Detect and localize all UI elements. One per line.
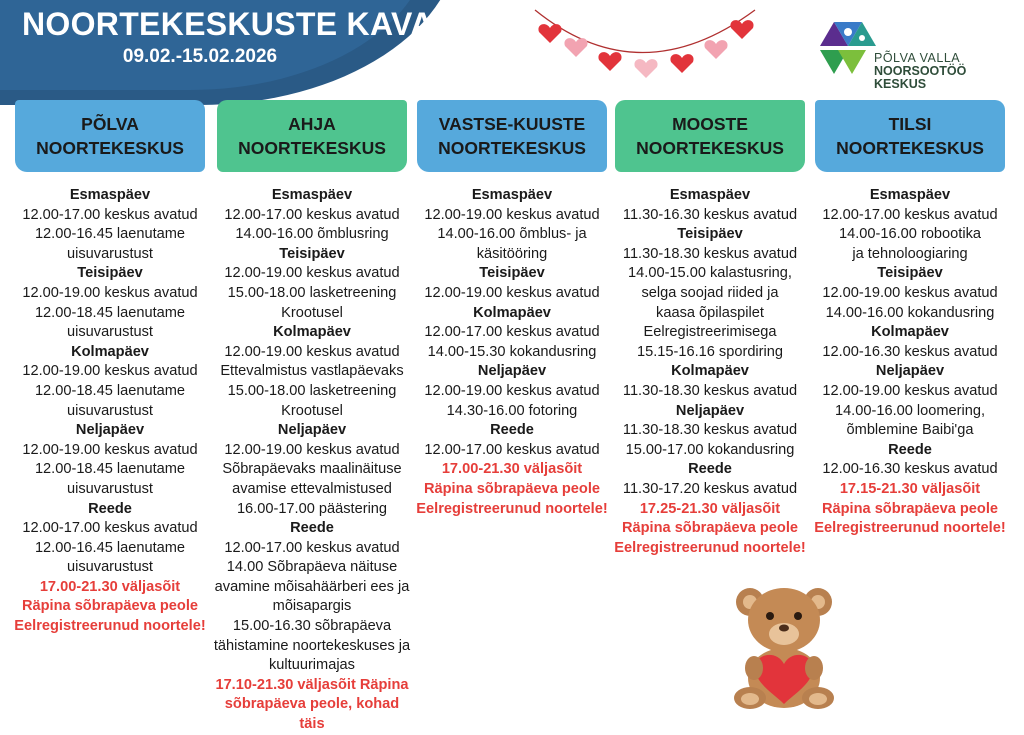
schedule-line: 12.00-19.00 keskus avatud xyxy=(224,441,400,458)
schedule-list xyxy=(610,186,810,558)
heart-garland xyxy=(530,0,770,90)
highlight-note: 17.25-21.30 väljasõit xyxy=(639,500,781,517)
center-column-mooste xyxy=(610,100,810,558)
banner-line-2: NOORTEKESKUS xyxy=(36,138,184,158)
schedule-line: 14.00-15.00 kalastusring, xyxy=(628,265,792,282)
schedule-line: 14.00-16.00 robootika xyxy=(839,226,981,243)
schedule-line: uisuvarustust xyxy=(67,245,153,262)
schedule-line: 12.00-19.00 keskus avatud xyxy=(22,284,198,301)
schedule-line: 12.00-19.00 keskus avatud xyxy=(822,284,998,301)
schedule-line: 12.00-19.00 keskus avatud xyxy=(22,363,198,380)
schedule-line: uisuvarustust xyxy=(67,324,153,341)
weekday-heading: Teisipäev xyxy=(479,265,545,282)
center-column-polva xyxy=(10,100,210,637)
schedule-line: uisuvarustust xyxy=(67,559,153,576)
logo-line-3: KESKUS xyxy=(874,77,927,91)
banner-line-1: PÕLVA xyxy=(81,114,139,134)
schedule-line: 12.00-16.30 keskus avatud xyxy=(822,343,998,360)
highlight-note: Räpina sõbrapäeva peole xyxy=(423,480,600,497)
weekday-heading: Esmaspäev xyxy=(69,187,151,203)
schedule-line: kultuurimajas xyxy=(269,657,355,674)
weekday-heading: Reede xyxy=(490,422,534,439)
weekday-heading: Neljapäev xyxy=(75,422,145,439)
logo-mark-icon xyxy=(818,16,880,80)
weekday-heading: Reede xyxy=(88,500,132,517)
heart-icon xyxy=(598,52,621,71)
schedule-line: 12.00-18.45 laenutame xyxy=(34,461,186,478)
schedule-list xyxy=(412,186,612,519)
weekday-heading: Kolmapäev xyxy=(871,324,949,341)
heart-icon xyxy=(670,54,693,73)
schedule-line: 15.00-18.00 lasketreening xyxy=(227,284,397,301)
weekday-heading: Kolmapäev xyxy=(671,363,749,380)
weekday-heading: Teisipäev xyxy=(877,265,943,282)
schedule-line: 11.30-18.30 keskus avatud xyxy=(622,422,798,439)
weekday-heading: Esmaspäev xyxy=(669,187,751,203)
weekday-heading: Esmaspäev xyxy=(869,187,951,203)
heart-icon xyxy=(564,38,587,57)
center-banner xyxy=(417,100,607,172)
highlight-note: Eelregistreerunud noortele! xyxy=(416,500,608,517)
schedule-line: 12.00-16.30 keskus avatud xyxy=(822,461,998,478)
weekday-heading: Esmaspäev xyxy=(271,187,353,203)
schedule-line: 14.00-15.30 kokandusring xyxy=(427,343,597,360)
schedule-line: 14.30-16.00 fotoring xyxy=(446,402,578,419)
schedule-list xyxy=(810,186,1010,539)
weekday-heading: Neljapäev xyxy=(875,363,945,380)
schedule-line: tähistamine noortekeskuses ja xyxy=(213,637,411,654)
schedule-line: 14.00-16.00 õmblusring xyxy=(235,226,389,243)
logo-text xyxy=(874,52,966,91)
weekday-heading: Neljapäev xyxy=(675,402,745,419)
schedule-line: 12.00-19.00 keskus avatud xyxy=(424,284,600,301)
weekday-heading: Kolmapäev xyxy=(273,324,351,341)
teddy-bear-heart-icon xyxy=(728,580,840,712)
schedule-line: mõisapargis xyxy=(272,598,352,615)
weekday-heading: Kolmapäev xyxy=(473,304,551,321)
schedule-line: Eelregistreerimisega xyxy=(643,324,777,341)
weekday-heading: Esmaspäev xyxy=(471,187,553,203)
schedule-line: 12.00-19.00 keskus avatud xyxy=(424,206,600,223)
schedule-line: 12.00-16.45 laenutame xyxy=(34,539,186,556)
schedule-line: 12.00-17.00 keskus avatud xyxy=(424,441,600,458)
schedule-line: 12.00-17.00 keskus avatud xyxy=(224,206,400,223)
highlight-note: Räpina sõbrapäeva peole xyxy=(21,598,198,615)
schedule-line: 11.30-16.30 keskus avatud xyxy=(622,206,798,223)
schedule-line: 11.30-17.20 keskus avatud xyxy=(622,480,798,497)
weekday-heading: Reede xyxy=(290,520,334,537)
schedule-line: käsitööring xyxy=(476,245,548,262)
schedule-line: uisuvarustust xyxy=(67,402,153,419)
schedule-list xyxy=(212,186,412,735)
schedule-line: 12.00-18.45 laenutame xyxy=(34,382,186,399)
weekday-heading: Neljapäev xyxy=(477,363,547,380)
schedule-line: 12.00-19.00 keskus avatud xyxy=(424,382,600,399)
schedule-line: 15.15-16.16 spordiring xyxy=(636,343,784,360)
highlight-note: 17.15-21.30 väljasõit xyxy=(839,480,981,497)
banner-line-2: NOORTEKESKUS xyxy=(636,138,784,158)
organization-logo xyxy=(818,16,1018,96)
center-banner xyxy=(15,100,205,172)
banner-line-1: MOOSTE xyxy=(672,114,748,134)
center-column-tilsi xyxy=(810,100,1010,539)
schedule-line: õmblemine Baibi'ga xyxy=(846,422,974,439)
highlight-note: Eelregistreerunud noortele! xyxy=(814,520,1006,537)
schedule-line: 11.30-18.30 keskus avatud xyxy=(622,245,798,262)
banner-line-2: NOORTEKESKUS xyxy=(238,138,386,158)
center-column-ahja xyxy=(212,100,412,735)
schedule-line: Krootusel xyxy=(281,304,343,321)
heart-icon xyxy=(634,59,657,78)
schedule-line: kaasa õpilaspilet xyxy=(656,304,764,321)
schedule-line: 15.00-16.30 sõbrapäeva xyxy=(232,618,392,635)
schedule-line: avamise ettevalmistused xyxy=(232,480,392,497)
weekday-heading: Reede xyxy=(688,461,732,478)
schedule-line: Ettevalmistus vastlapäevaks xyxy=(220,363,404,380)
center-banner xyxy=(217,100,407,172)
schedule-line: 12.00-19.00 keskus avatud xyxy=(822,382,998,399)
center-column-vastse-kuuste xyxy=(412,100,612,519)
schedule-line: 14.00-16.00 õmblus- ja xyxy=(437,226,587,243)
heart-icon xyxy=(538,24,561,43)
highlight-note: sõbrapäeva peole, kohad täis xyxy=(224,696,400,733)
highlight-note: 17.10-21.30 väljasõit Räpina xyxy=(215,676,409,693)
schedule-line: uisuvarustust xyxy=(67,480,153,497)
schedule-line: 14.00-16.00 kokandusring xyxy=(825,304,995,321)
schedule-line: selga soojad riided ja xyxy=(641,284,779,301)
schedule-line: 14.00-16.00 loomering, xyxy=(834,402,986,419)
weekday-heading: Teisipäev xyxy=(279,245,345,262)
schedule-line: 12.00-17.00 keskus avatud xyxy=(424,324,600,341)
highlight-note: 17.00-21.30 väljasõit xyxy=(39,578,181,595)
logo-line-1: PÕLVA VALLA xyxy=(874,51,961,65)
highlight-note: 17.00-21.30 väljasõit xyxy=(441,461,583,478)
date-range: 09.02.-15.02.2026 xyxy=(122,46,278,67)
weekday-heading: Kolmapäev xyxy=(71,343,149,360)
weekday-heading: Teisipäev xyxy=(77,265,143,282)
highlight-note: Eelregistreerunud noortele! xyxy=(14,618,206,635)
schedule-line: avamine mõisahäärberi ees ja xyxy=(214,578,410,595)
schedule-line: Krootusel xyxy=(281,402,343,419)
schedule-line: 15.00-18.00 lasketreening xyxy=(227,382,397,399)
schedule-line: ja tehnoloogiaring xyxy=(852,245,968,262)
highlight-note: Räpina sõbrapäeva peole xyxy=(821,500,998,517)
schedule-line: 11.30-18.30 keskus avatud xyxy=(622,382,798,399)
schedule-line: 12.00-16.45 laenutame xyxy=(34,226,186,243)
highlight-note: Eelregistreerunud noortele! xyxy=(614,539,806,556)
schedule-line: 12.00-17.00 keskus avatud xyxy=(22,520,198,537)
banner-line-1: AHJA xyxy=(288,114,336,134)
weekday-heading: Teisipäev xyxy=(677,226,743,243)
logo-line-2: NOORSOOTÖÖ xyxy=(874,64,967,78)
weekday-heading: Reede xyxy=(888,441,932,458)
schedule-line: Sõbrapäevaks maalinäituse xyxy=(222,461,402,478)
schedule-line: 12.00-19.00 keskus avatud xyxy=(22,441,198,458)
schedule-list xyxy=(10,186,210,637)
schedule-line: 15.00-17.00 kokandusring xyxy=(625,441,795,458)
banner-line-2: NOORTEKESKUS xyxy=(438,138,586,158)
schedule-line: 16.00-17.00 päästering xyxy=(236,500,388,517)
schedule-line: 12.00-19.00 keskus avatud xyxy=(224,343,400,360)
banner-line-1: TILSI xyxy=(888,114,932,134)
weekday-heading: Neljapäev xyxy=(277,422,347,439)
schedule-line: 12.00-17.00 keskus avatud xyxy=(22,206,198,223)
schedule-line: 14.00 Sõbrapäeva näituse xyxy=(226,559,398,576)
center-banner xyxy=(815,100,1005,172)
heart-icon xyxy=(704,40,727,59)
page-title: NOORTEKESKUSTE KAVA xyxy=(22,6,434,42)
schedule-line: 12.00-19.00 keskus avatud xyxy=(224,265,400,282)
banner-line-1: VASTSE-KUUSTE xyxy=(438,114,586,134)
banner-line-2: NOORTEKESKUS xyxy=(836,138,984,158)
heart-icon xyxy=(730,20,753,39)
schedule-line: 12.00-18.45 laenutame xyxy=(34,304,186,321)
center-banner xyxy=(615,100,805,172)
schedule-line: 12.00-17.00 keskus avatud xyxy=(224,539,400,556)
schedule-line: 12.00-17.00 keskus avatud xyxy=(822,206,998,223)
highlight-note: Räpina sõbrapäeva peole xyxy=(621,520,798,537)
